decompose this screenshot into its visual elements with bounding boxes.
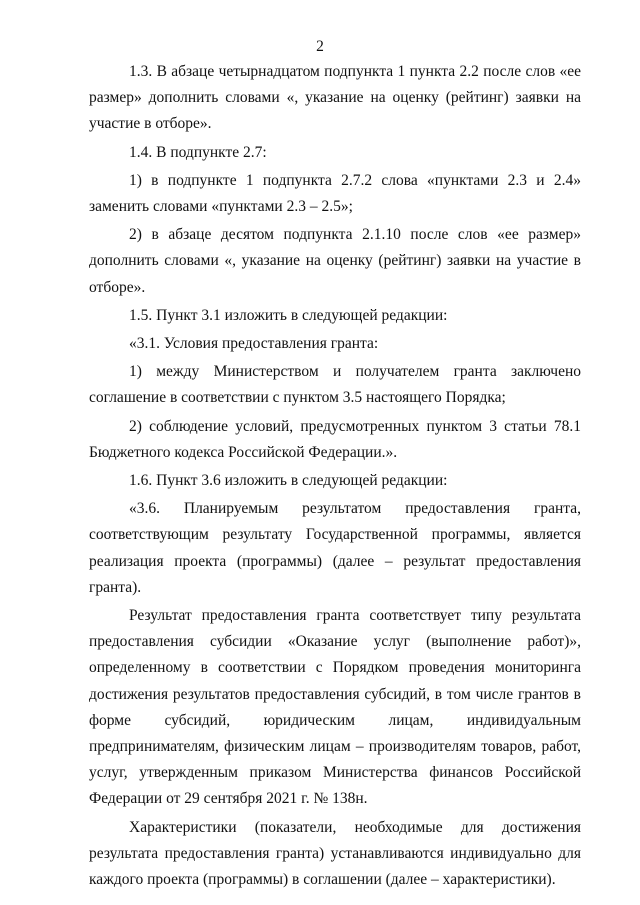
paragraph-1-5: 1.5. Пункт 3.1 изложить в следующей редакции:	[129, 306, 448, 324]
document-body	[89, 59, 581, 893]
paragraph-characteristics: Характеристики (показатели, необходимые для достижения результата предоставления гранта) устанавливаются индивидуально для каждого проекта (программы) в соглашении (далее – характеристики).	[89, 818, 581, 889]
paragraph-1-3: 1.3. В абзаце четырнадцатом подпункта 1 пункта 2.2 после слов «ее размер» дополнить словами «, указание на оценку (рейтинг) заявки на участие в отборе».	[89, 63, 581, 133]
paragraph-3-1-item-2: 2) соблюдение условий, предусмотренных пунктом 3 статьи 78.1 Бюджетного кодекса Российской Федерации.».	[89, 417, 581, 461]
page-number: 2	[316, 38, 324, 55]
paragraph-1-4-item-2: 2) в абзаце десятом подпункта 2.1.10 после слов «ее размер» дополнить словами «, указание на оценку (рейтинг) заявки на участие в отборе».	[89, 226, 581, 296]
paragraph-1-4-item-1: 1) в подпункте 1 подпункта 2.7.2 слова «пунктами 2.3 и 2.4» заменить словами «пунктами 2.3 – 2.5»;	[89, 171, 581, 216]
paragraph-result-type: Результат предоставления гранта соответствует типу результата предоставления субсидии «Оказание услуг (выполнение работ)», определенному в соответствии с Порядком проведения мониторинга достижения результатов предоставления субсидий, в том числе грантов в форме субсидий, юридическим лицам, индивидуальным предпринимателям, физическим лицам – производителям товаров, работ, услуг, утвержденным приказом Министерства финансов Российской Федерации от 29 сентября 2021 г. № 138н.	[89, 607, 581, 808]
paragraph-1-4: 1.4. В подпункте 2.7:	[129, 143, 267, 161]
paragraph-3-1-heading: «3.1. Условия предоставления гранта:	[129, 335, 379, 353]
paragraph-3-6: «3.6. Планируемым результатом предоставления гранта, соответствующим результату Государственной программы, является реализация проекта (программы) (далее – результат предоставления гранта).	[89, 500, 581, 596]
paragraph-3-1-item-1: 1) между Министерством и получателем гранта заключено соглашение в соответствии с пунктом 3.5 настоящего Порядка;	[89, 363, 581, 407]
paragraph-1-6: 1.6. Пункт 3.6 изложить в следующей редакции:	[129, 472, 448, 490]
